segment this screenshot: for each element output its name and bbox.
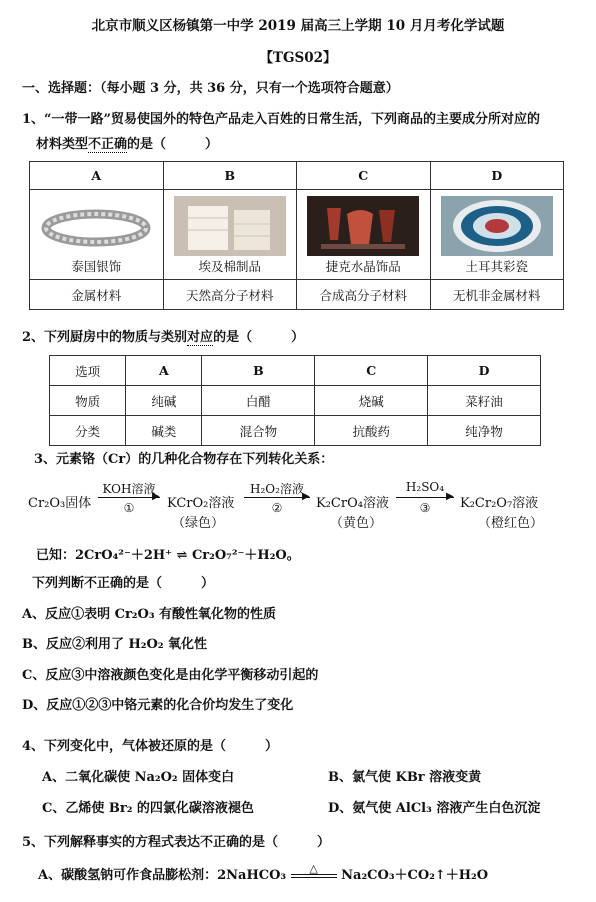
q1-header-c: C — [297, 162, 431, 190]
paper-code: 【TGS02】 — [259, 50, 337, 66]
q3-option-a: A、反应①表明 Cr₂O₃ 有酸性氧化物的性质 — [22, 607, 277, 622]
step-2: ② — [271, 501, 283, 515]
q2-cell: 碱类 — [126, 416, 202, 446]
q1-type-b: 天然高分子材料 — [163, 280, 297, 310]
crystal-glassware-icon — [307, 196, 419, 256]
q4-option-b: B、氯气使 KBr 溶液变黄 — [328, 770, 482, 785]
q2-cell: 分类 — [50, 416, 126, 446]
heat-condition: △ — [309, 862, 318, 875]
step-1: ① — [123, 501, 135, 515]
q1-stem-line1: 1、“一带一路”贸易使国外的特色产品走入百姓的日常生活，下列商品的主要成分所对应的 — [22, 112, 541, 127]
q2-cell: 菜籽油 — [428, 386, 541, 416]
section-heading: 一、选择题：（每小题 3 分，共 36 分，只有一个选项符合题意） — [22, 81, 399, 96]
q2-cell: 选项 — [50, 356, 126, 386]
q1-name-b: 埃及棉制品 — [198, 258, 261, 274]
q3-option-d: D、反应①②③中铬元素的化合价均发生了变化 — [22, 698, 294, 713]
q1-cell-d — [430, 190, 564, 280]
q1-name-c: 捷克水晶饰品 — [325, 258, 401, 274]
ceramic-plate-icon — [441, 196, 553, 256]
color-yellow: （黄色） — [330, 516, 383, 531]
q1-name-d: 土耳其彩瓷 — [465, 258, 528, 274]
reagent-1: KOH溶液 — [102, 482, 156, 496]
q2-cell: A — [126, 356, 202, 386]
arrowhead-3-icon: ▶ — [446, 491, 454, 502]
q3-option-c: C、反应③中溶液颜色变化是由化学平衡移动引起的 — [22, 668, 319, 683]
q4-stem: 4、下列变化中，气体被还原的是（ ） — [22, 739, 279, 754]
q1-cell-b — [163, 190, 297, 280]
q1-type-a: 金属材料 — [30, 280, 164, 310]
q4-option-d: D、氨气使 AlCl₃ 溶液产生白色沉淀 — [328, 801, 541, 816]
reagent-2: H₂O₂溶液 — [250, 482, 304, 496]
species-kcro2: KCrO₂溶液 — [167, 496, 235, 511]
q2-table — [49, 355, 541, 446]
cotton-towels-icon — [174, 196, 286, 256]
step-3: ③ — [419, 501, 431, 515]
q2-cell: 烧碱 — [315, 386, 428, 416]
q1-name-a: 泰国银饰 — [71, 258, 122, 274]
reagent-3: H₂SO₄ — [405, 480, 445, 494]
arrowhead-2-icon: ▶ — [302, 491, 310, 502]
arrowhead-1-icon: ▶ — [152, 491, 160, 502]
q1-cell-a — [30, 190, 164, 280]
q5-stem: 5、下列解释事实的方程式表达不正确的是（ ） — [22, 835, 331, 850]
paper-title: 北京市顺义区杨镇第一中学 2019 届高三上学期 10 月月考化学试题 — [91, 18, 505, 34]
q2-cell: 白醋 — [202, 386, 315, 416]
silver-bracelet-icon — [40, 196, 152, 256]
q3-reaction-scheme — [0, 480, 596, 538]
color-orange-red: （橙红色） — [478, 516, 544, 531]
q3-option-b: B、反应②利用了 H₂O₂ 氧化性 — [22, 637, 208, 652]
species-k2cr2o7: K₂Cr₂O₇溶液 — [460, 496, 539, 511]
species-k2cro4: K₂CrO₄溶液 — [316, 496, 389, 511]
q2-stem: 2、下列厨房中的物质与类别对应的是（ ） — [22, 330, 305, 345]
q1-cell-c — [297, 190, 431, 280]
species-cr2o3: Cr₂O₃固体 — [28, 496, 92, 511]
q2-cell: C — [315, 356, 428, 386]
q2-cell: D — [428, 356, 541, 386]
q2-cell: 纯碱 — [126, 386, 202, 416]
q2-cell: 混合物 — [202, 416, 315, 446]
q3-ask: 下列判断不正确的是（ ） — [32, 576, 215, 591]
q2-cell: 抗酸药 — [315, 416, 428, 446]
q1-table — [29, 161, 564, 310]
q1-type-c: 合成高分子材料 — [297, 280, 431, 310]
color-green: （绿色） — [172, 516, 225, 531]
arrow-2 — [244, 497, 310, 498]
q4-option-a: A、二氧化碳使 Na₂O₂ 固体变白 — [42, 770, 235, 785]
q3-known-equation: 已知：2CrO₄²⁻＋2H⁺ ⇌ Cr₂O₇²⁻＋H₂O。 — [36, 548, 300, 563]
q1-header-b: B — [163, 162, 297, 190]
q1-header-d: D — [430, 162, 564, 190]
q2-cell: 物质 — [50, 386, 126, 416]
q2-cell: 纯净物 — [428, 416, 541, 446]
q1-header-a: A — [30, 162, 164, 190]
q1-type-d: 无机非金属材料 — [430, 280, 564, 310]
arrow-1 — [98, 497, 160, 498]
heat-arrow — [291, 862, 337, 883]
q5-option-a-right: Na₂CO₃＋CO₂↑＋H₂O — [341, 868, 489, 883]
q5-option-a — [38, 864, 488, 883]
q2-cell: B — [202, 356, 315, 386]
q1-stem-line2: 材料类型不正确的是（ ） — [36, 137, 219, 152]
q3-stem: 3、元素铬（Cr）的几种化合物存在下列转化关系： — [34, 452, 334, 467]
q4-option-c: C、乙烯使 Br₂ 的四氯化碳溶液褪色 — [42, 801, 254, 816]
q5-option-a-left: A、碳酸氢钠可作食品膨松剂：2NaHCO₃ — [38, 868, 287, 883]
